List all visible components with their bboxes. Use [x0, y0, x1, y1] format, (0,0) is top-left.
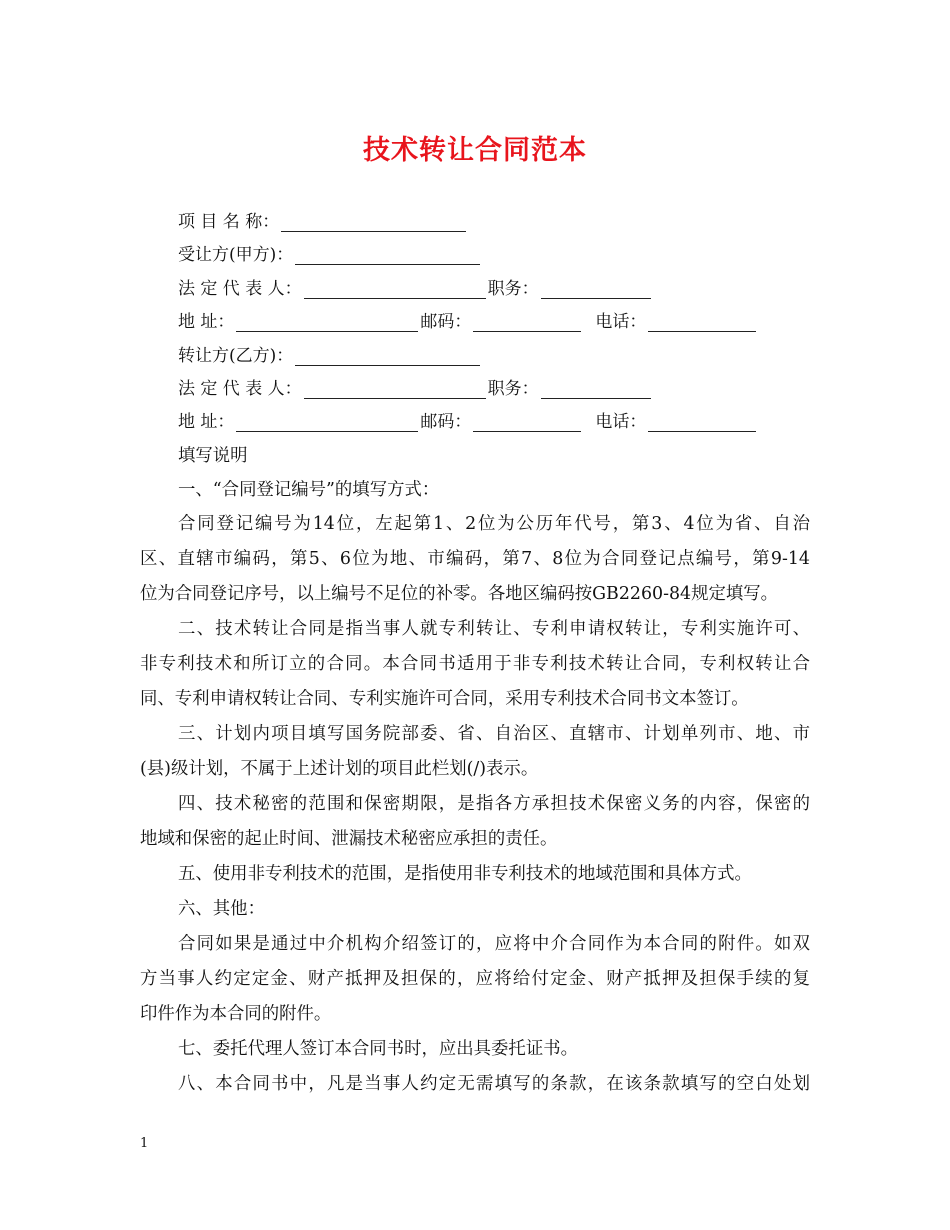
- body-line: 八、本合同书中，凡是当事人约定无需填写的条款，在该条款填写的空白处划: [178, 1074, 810, 1094]
- transferor-blank: [295, 347, 480, 366]
- position-a-blank: [541, 280, 651, 299]
- phone-a-blank: [648, 313, 756, 332]
- body-line: 六、其他：: [178, 899, 265, 919]
- address-b-blank: [236, 413, 418, 432]
- body-line: 地域和保密的起止时间、泄漏技术秘密应承担的责任。: [140, 829, 558, 849]
- transferee-row: [178, 241, 482, 265]
- address-b-label: 地 址：: [178, 412, 235, 432]
- instructions-heading: 填写说明: [178, 446, 248, 466]
- project-name-label: 项 目 名 称：: [178, 212, 280, 232]
- legal-rep-b-blank: [304, 380, 486, 399]
- body-line: 合同如果是通过中介机构介绍签订的，应将中介合同作为本合同的附件。如双: [178, 934, 810, 954]
- page-number: 1: [140, 1136, 149, 1151]
- body-line: 五、使用非专利技术的范围，是指使用非专利技术的地域范围和具体方式。: [178, 864, 752, 884]
- body-line: 四、技术秘密的范围和保密期限，是指各方承担技术保密义务的内容，保密的: [178, 794, 810, 814]
- address-a-blank: [236, 313, 418, 332]
- body-line: 区、直辖市编码，第5、6位为地、市编码，第7、8位为合同登记点编号，第9-14: [140, 549, 810, 569]
- position-a-label: 职务：: [487, 279, 539, 299]
- postcode-b-label: 邮码：: [420, 412, 472, 432]
- postcode-a-label: 邮码：: [420, 312, 472, 332]
- legal-rep-a-label: 法 定 代 表 人：: [178, 279, 302, 299]
- phone-b-label: 电话：: [595, 412, 647, 432]
- transferor-label: 转让方(乙方)：: [178, 346, 294, 366]
- phone-b-blank: [648, 413, 756, 432]
- body-line: 七、委托代理人签订本合同书时，应出具委托证书。: [178, 1039, 578, 1059]
- transferee-blank: [295, 246, 480, 265]
- legal-rep-a-row: [178, 275, 653, 299]
- body-line: 二、技术转让合同是指当事人就专利转让、专利申请权转让，专利实施许可、: [178, 619, 810, 639]
- body-line: 合同登记编号为14位，左起第1、2位为公历年代号，第3、4位为省、自治: [178, 514, 810, 534]
- project-name-row: [178, 208, 468, 232]
- project-name-blank: [281, 213, 466, 232]
- position-b-blank: [541, 380, 651, 399]
- legal-rep-b-row: [178, 375, 653, 399]
- body-line: 方当事人约定定金、财产抵押及担保的，应将给付定金、财产抵押及担保手续的复: [140, 969, 810, 989]
- phone-a-label: 电话：: [595, 312, 647, 332]
- body-line: (县)级计划，不属于上述计划的项目此栏划(/)表示。: [140, 759, 539, 779]
- body-line: 三、计划内项目填写国务院部委、省、自治区、直辖市、计划单列市、地、市: [178, 724, 810, 744]
- body-line: 同、专利申请权转让合同、专利实施许可合同，采用专利技术合同书文本签订。: [140, 689, 749, 709]
- body-line: 位为合同登记序号，以上编号不足位的补零。各地区编码按GB2260-84规定填写。: [140, 584, 779, 604]
- body-line: 一、“合同登记编号”的填写方式：: [178, 480, 440, 500]
- document-title: 技术转让合同范本: [363, 135, 587, 166]
- address-a-label: 地 址：: [178, 312, 235, 332]
- postcode-a-blank: [473, 313, 581, 332]
- legal-rep-a-blank: [304, 280, 486, 299]
- postcode-b-blank: [473, 413, 581, 432]
- body-line: 印件作为本合同的附件。: [140, 1004, 332, 1024]
- position-b-label: 职务：: [487, 379, 539, 399]
- address-a-row: [178, 308, 758, 332]
- transferor-row: [178, 342, 482, 366]
- legal-rep-b-label: 法 定 代 表 人：: [178, 379, 302, 399]
- transferee-label: 受让方(甲方)：: [178, 245, 294, 265]
- body-line: 非专利技术和所订立的合同。本合同书适用于非专利技术转让合同，专利权转让合: [140, 654, 810, 674]
- address-b-row: [178, 408, 758, 432]
